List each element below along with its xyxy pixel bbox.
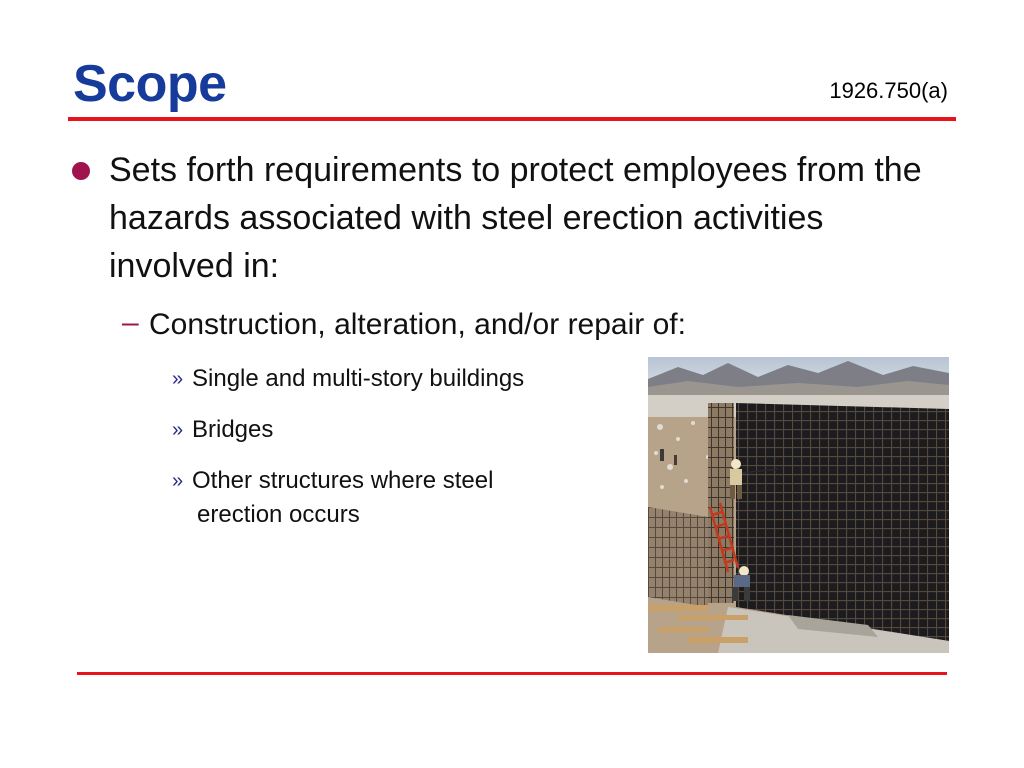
main-bullet-text: Sets forth requirements to protect employees from the hazards associated with steel erection activities involved in: — [109, 151, 922, 285]
bullet-dot-icon — [72, 162, 90, 180]
list-item-text: Bridges — [192, 416, 274, 443]
list-item — [192, 413, 273, 447]
construction-photo — [648, 357, 949, 653]
chevron-bullet-icon: » — [172, 368, 184, 390]
list-item — [192, 464, 493, 532]
top-divider — [68, 117, 956, 121]
regulation-reference: 1926.750(a) — [829, 78, 948, 103]
chevron-bullet-icon: » — [172, 419, 184, 441]
list-item-text: Single and multi-story buildings — [192, 365, 525, 392]
bottom-divider — [77, 672, 947, 675]
chevron-bullet-icon: » — [172, 470, 184, 492]
list-item — [192, 362, 524, 396]
list-item-text-continued: erection occurs — [197, 501, 360, 528]
construction-photo-image — [648, 357, 949, 653]
dash-marker: – — [122, 306, 139, 339]
slide-title: Scope — [73, 55, 227, 113]
list-item-text: Other structures where steel — [192, 467, 494, 494]
sub-bullet-text: Construction, alteration, and/or repair of: — [149, 308, 686, 341]
